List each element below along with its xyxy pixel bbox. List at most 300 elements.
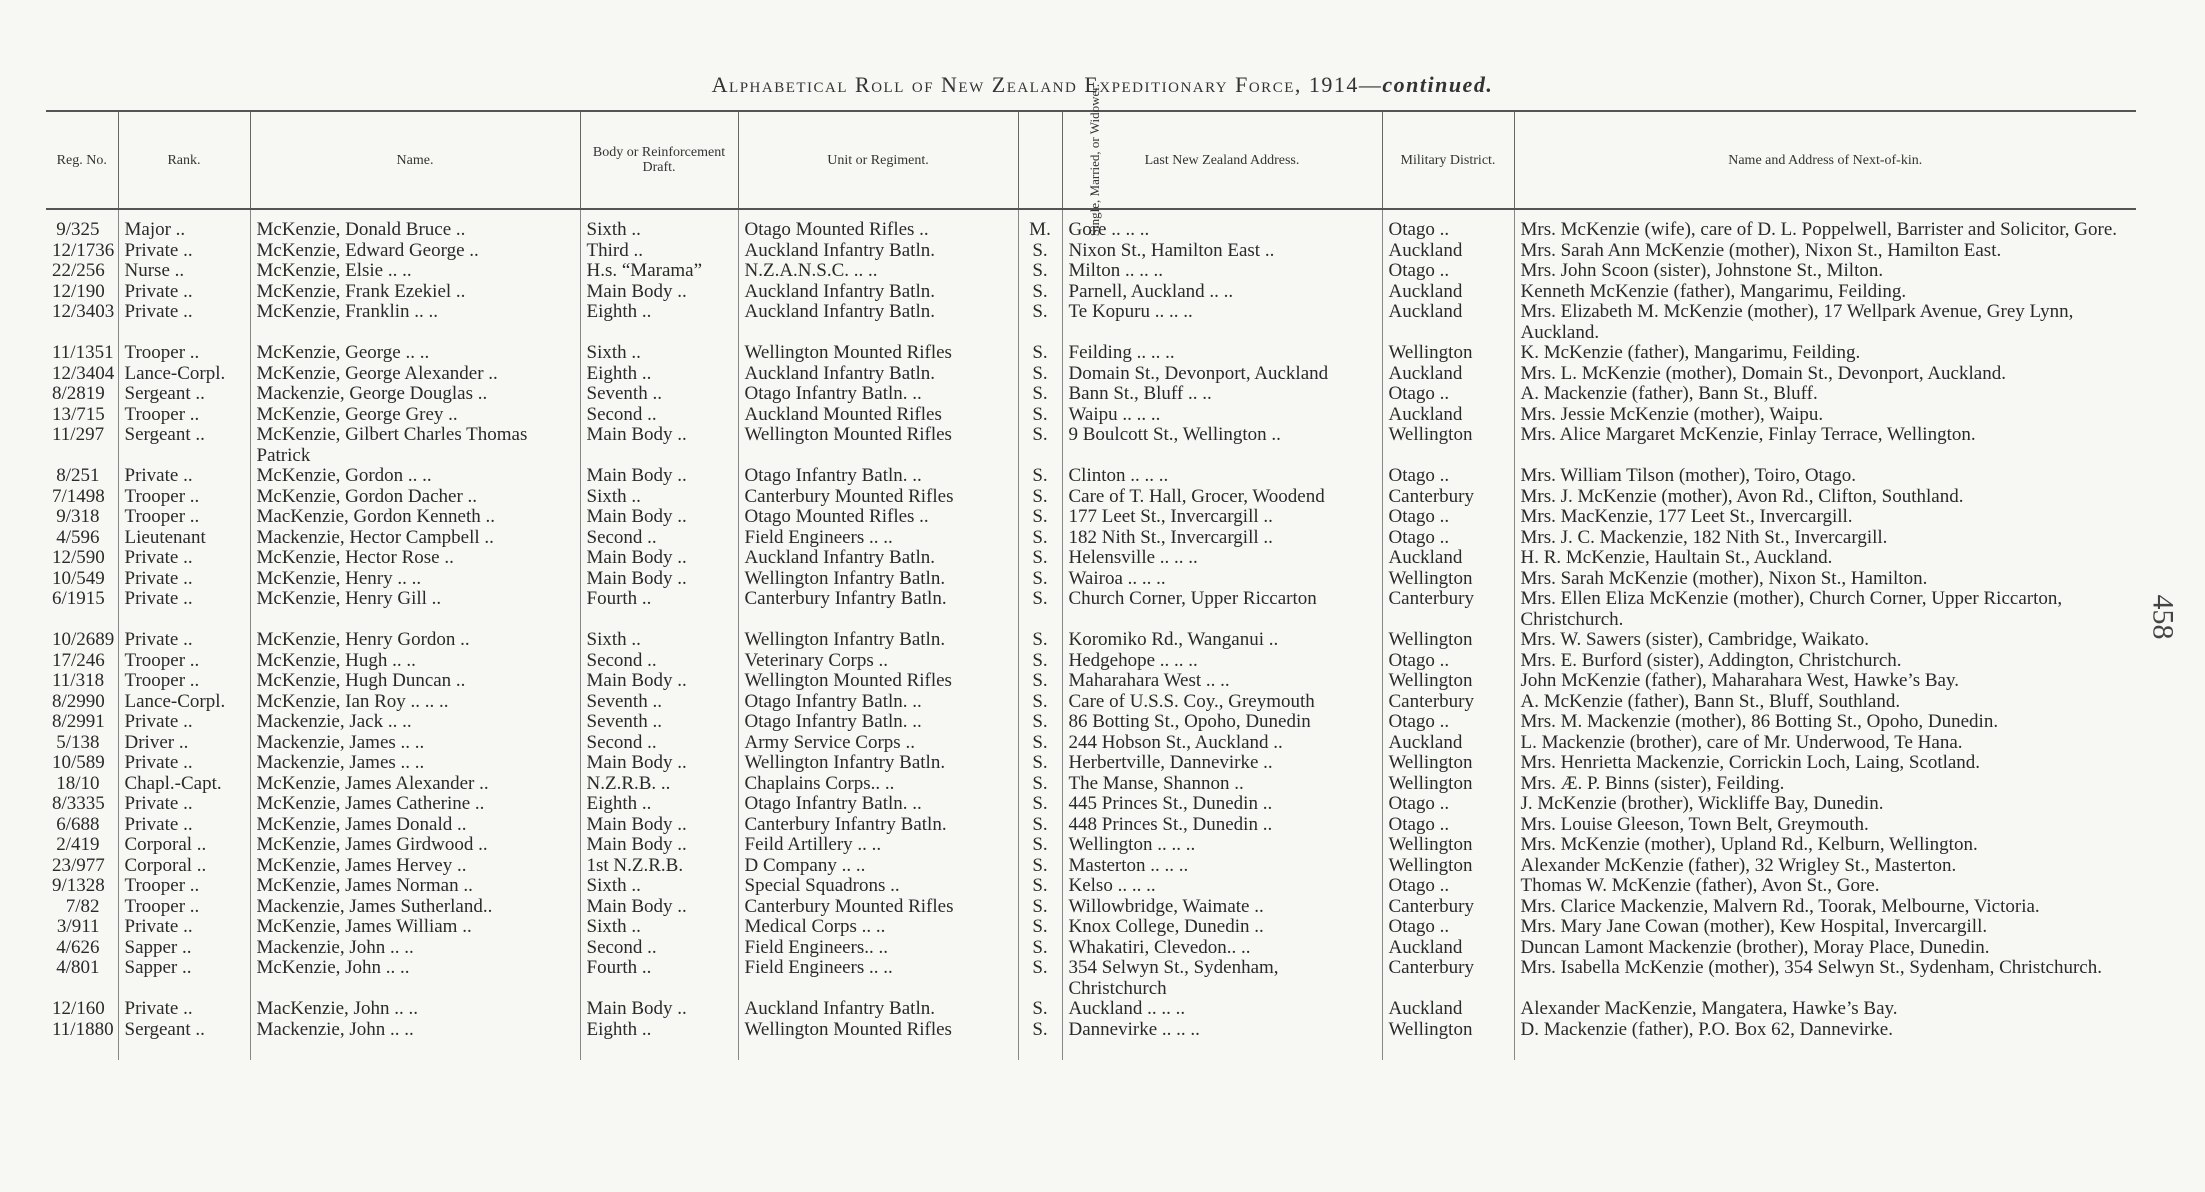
cell-name: McKenzie, John .. .. bbox=[250, 958, 580, 999]
cell-reg-no: 22/256 bbox=[52, 261, 105, 281]
cell-marital: S. bbox=[1018, 938, 1062, 959]
cell-unit: Wellington Mounted Rifles bbox=[738, 343, 1018, 364]
cell-marital: S. bbox=[1018, 282, 1062, 303]
cell-address: Domain St., Devonport, Auckland bbox=[1062, 364, 1382, 385]
cell-address: Care of T. Hall, Grocer, Woodend bbox=[1062, 487, 1382, 508]
cell-next-of-kin: Alexander McKenzie (father), 32 Wrigley St., Masterton. bbox=[1514, 856, 2136, 877]
cell-rank: Trooper .. bbox=[118, 507, 250, 528]
cell-next-of-kin: Mrs. Isabella McKenzie (mother), 354 Selwyn St., Sydenham, Christchurch. bbox=[1514, 958, 2136, 999]
cell-next-of-kin: Mrs. Clarice Mackenzie, Malvern Rd., Toorak, Melbourne, Victoria. bbox=[1514, 897, 2136, 918]
cell-address: 182 Nith St., Invercargill .. bbox=[1062, 528, 1382, 549]
cell-body-draft: Fourth .. bbox=[580, 958, 738, 999]
cell-rank: Driver .. bbox=[118, 733, 250, 754]
cell-district: Otago .. bbox=[1382, 507, 1514, 528]
cell-next-of-kin: Mrs. William Tilson (mother), Toiro, Otago. bbox=[1514, 466, 2136, 487]
cell-body-draft: Main Body .. bbox=[580, 466, 738, 487]
cell-district: Wellington bbox=[1382, 425, 1514, 466]
cell-reg-no: 4/596 bbox=[56, 527, 100, 548]
cell-district: Wellington bbox=[1382, 343, 1514, 364]
cell-name: MacKenzie, John .. .. bbox=[250, 999, 580, 1020]
cell-rank: Private .. bbox=[118, 753, 250, 774]
cell-next-of-kin: Duncan Lamont Mackenzie (brother), Moray Place, Dunedin. bbox=[1514, 938, 2136, 959]
roll-body bbox=[46, 209, 2136, 1060]
cell-district: Wellington bbox=[1382, 569, 1514, 590]
cell-rank: Nurse .. bbox=[118, 261, 250, 282]
header-reg: Reg. No. bbox=[46, 111, 118, 209]
page-title bbox=[0, 72, 2205, 98]
cell-district: Auckland bbox=[1382, 364, 1514, 385]
cell-marital: S. bbox=[1018, 856, 1062, 877]
cell-body-draft: Second .. bbox=[580, 733, 738, 754]
cell-body-draft: Sixth .. bbox=[580, 487, 738, 508]
cell-name: Mackenzie, John .. .. bbox=[250, 1020, 580, 1061]
table-row bbox=[46, 917, 2136, 938]
cell-unit: Wellington Infantry Batln. bbox=[738, 753, 1018, 774]
cell-reg-no: 9/318 bbox=[56, 507, 100, 527]
cell-address: Hedgehope .. .. .. bbox=[1062, 651, 1382, 672]
cell-reg-no: 11/1351 bbox=[52, 343, 114, 363]
cell-marital: S. bbox=[1018, 384, 1062, 405]
cell-district: Otago .. bbox=[1382, 917, 1514, 938]
cell-next-of-kin: Mrs. Sarah McKenzie (mother), Nixon St., Hamilton. bbox=[1514, 569, 2136, 590]
cell-next-of-kin: Mrs. Mary Jane Cowan (mother), Kew Hospital, Invercargill. bbox=[1514, 917, 2136, 938]
cell-next-of-kin: K. McKenzie (father), Mangarimu, Feilding. bbox=[1514, 343, 2136, 364]
cell-name: McKenzie, Gordon Dacher .. bbox=[250, 487, 580, 508]
cell-district: Canterbury bbox=[1382, 958, 1514, 999]
cell-address: Parnell, Auckland .. .. bbox=[1062, 282, 1382, 303]
cell-body-draft: Eighth .. bbox=[580, 302, 738, 343]
cell-reg-no: 9/325 bbox=[56, 219, 100, 240]
cell-reg-no: 12/160 bbox=[52, 999, 105, 1019]
cell-name: Mackenzie, George Douglas .. bbox=[250, 384, 580, 405]
table-row bbox=[46, 876, 2136, 897]
cell-next-of-kin: Mrs. J. C. Mackenzie, 182 Nith St., Invercargill. bbox=[1514, 528, 2136, 549]
cell-unit: Otago Infantry Batln. .. bbox=[738, 712, 1018, 733]
cell-unit: Canterbury Infantry Batln. bbox=[738, 589, 1018, 630]
table-row bbox=[46, 692, 2136, 713]
cell-body-draft: Main Body .. bbox=[580, 569, 738, 590]
table-row bbox=[46, 261, 2136, 282]
cell-unit: Feild Artillery .. .. bbox=[738, 835, 1018, 856]
cell-rank: Sergeant .. bbox=[118, 1020, 250, 1061]
cell-marital: S. bbox=[1018, 405, 1062, 426]
cell-rank: Trooper .. bbox=[118, 343, 250, 364]
table-row bbox=[46, 630, 2136, 651]
table-row bbox=[46, 671, 2136, 692]
cell-district: Otago .. bbox=[1382, 466, 1514, 487]
cell-marital: S. bbox=[1018, 917, 1062, 938]
cell-reg-no: 3/911 bbox=[56, 917, 100, 937]
cell-next-of-kin: A. Mackenzie (father), Bann St., Bluff. bbox=[1514, 384, 2136, 405]
cell-address: Dannevirke .. .. .. bbox=[1062, 1020, 1382, 1061]
header-address: Last New Zealand Address. bbox=[1062, 111, 1382, 209]
cell-next-of-kin: Mrs. McKenzie (wife), care of D. L. Poppelwell, Barrister and Solicitor, Gore. bbox=[1514, 209, 2136, 241]
cell-body-draft: Sixth .. bbox=[580, 630, 738, 651]
cell-body-draft: Sixth .. bbox=[580, 876, 738, 897]
cell-rank: Private .. bbox=[118, 917, 250, 938]
table-row bbox=[46, 548, 2136, 569]
cell-name: Mackenzie, Hector Campbell .. bbox=[250, 528, 580, 549]
cell-district: Otago .. bbox=[1382, 712, 1514, 733]
cell-rank: Private .. bbox=[118, 569, 250, 590]
cell-unit: Otago Infantry Batln. .. bbox=[738, 466, 1018, 487]
cell-unit: Auckland Infantry Batln. bbox=[738, 999, 1018, 1020]
cell-district: Canterbury bbox=[1382, 487, 1514, 508]
cell-name: Mackenzie, James .. .. bbox=[250, 733, 580, 754]
cell-unit: Canterbury Infantry Batln. bbox=[738, 815, 1018, 836]
cell-unit: Auckland Infantry Batln. bbox=[738, 364, 1018, 385]
cell-body-draft: Seventh .. bbox=[580, 384, 738, 405]
cell-marital: S. bbox=[1018, 1020, 1062, 1061]
cell-name: McKenzie, Hugh .. .. bbox=[250, 651, 580, 672]
cell-district: Canterbury bbox=[1382, 897, 1514, 918]
cell-district: Auckland bbox=[1382, 548, 1514, 569]
cell-address: Gore .. .. .. bbox=[1062, 209, 1382, 241]
cell-body-draft: Main Body .. bbox=[580, 425, 738, 466]
cell-address: Bann St., Bluff .. .. bbox=[1062, 384, 1382, 405]
cell-unit: Canterbury Mounted Rifles bbox=[738, 487, 1018, 508]
cell-district: Otago .. bbox=[1382, 528, 1514, 549]
cell-reg-no: 8/2990 bbox=[52, 691, 105, 712]
cell-next-of-kin: Mrs. Henrietta Mackenzie, Corrickin Loch, Laing, Scotland. bbox=[1514, 753, 2136, 774]
cell-reg-no: 12/3404 bbox=[52, 363, 115, 384]
cell-next-of-kin: Mrs. M. Mackenzie (mother), 86 Botting St., Opoho, Dunedin. bbox=[1514, 712, 2136, 733]
cell-address: Care of U.S.S. Coy., Greymouth bbox=[1062, 692, 1382, 713]
cell-rank: Sapper .. bbox=[118, 938, 250, 959]
cell-reg-no: 8/251 bbox=[56, 466, 100, 486]
cell-marital: S. bbox=[1018, 712, 1062, 733]
cell-name: McKenzie, George .. .. bbox=[250, 343, 580, 364]
table-row bbox=[46, 364, 2136, 385]
table-row bbox=[46, 835, 2136, 856]
table-row bbox=[46, 815, 2136, 836]
cell-marital: S. bbox=[1018, 630, 1062, 651]
table-row bbox=[46, 856, 2136, 877]
cell-unit: Field Engineers .. .. bbox=[738, 958, 1018, 999]
cell-address: The Manse, Shannon .. bbox=[1062, 774, 1382, 795]
cell-district: Otago .. bbox=[1382, 651, 1514, 672]
cell-address: Whakatiri, Clevedon.. .. bbox=[1062, 938, 1382, 959]
cell-rank: Private .. bbox=[118, 794, 250, 815]
cell-unit: Auckland Infantry Batln. bbox=[738, 241, 1018, 262]
cell-marital: S. bbox=[1018, 794, 1062, 815]
cell-reg-no: 8/2991 bbox=[52, 712, 105, 732]
cell-address: Nixon St., Hamilton East .. bbox=[1062, 241, 1382, 262]
cell-name: MacKenzie, Gordon Kenneth .. bbox=[250, 507, 580, 528]
cell-body-draft: Eighth .. bbox=[580, 794, 738, 815]
cell-address: Willowbridge, Waimate .. bbox=[1062, 897, 1382, 918]
table-row bbox=[46, 774, 2136, 795]
cell-reg-no: 6/688 bbox=[56, 814, 100, 835]
cell-body-draft: Sixth .. bbox=[580, 209, 738, 241]
cell-district: Otago .. bbox=[1382, 209, 1514, 241]
cell-unit: Wellington Infantry Batln. bbox=[738, 569, 1018, 590]
cell-next-of-kin: Mrs. Jessie McKenzie (mother), Waipu. bbox=[1514, 405, 2136, 426]
cell-marital: S. bbox=[1018, 507, 1062, 528]
cell-district: Wellington bbox=[1382, 774, 1514, 795]
cell-next-of-kin: Mrs. W. Sawers (sister), Cambridge, Waikato. bbox=[1514, 630, 2136, 651]
cell-district: Otago .. bbox=[1382, 261, 1514, 282]
cell-marital: S. bbox=[1018, 261, 1062, 282]
cell-body-draft: Second .. bbox=[580, 651, 738, 672]
cell-address: Clinton .. .. .. bbox=[1062, 466, 1382, 487]
cell-name: McKenzie, James Norman .. bbox=[250, 876, 580, 897]
cell-next-of-kin: J. McKenzie (brother), Wickliffe Bay, Dunedin. bbox=[1514, 794, 2136, 815]
cell-next-of-kin: Mrs. Louise Gleeson, Town Belt, Greymouth. bbox=[1514, 815, 2136, 836]
cell-rank: Corporal .. bbox=[118, 835, 250, 856]
cell-rank: Major .. bbox=[118, 209, 250, 241]
cell-name: McKenzie, Frank Ezekiel .. bbox=[250, 282, 580, 303]
cell-marital: S. bbox=[1018, 815, 1062, 836]
cell-body-draft: Third .. bbox=[580, 241, 738, 262]
cell-unit: N.Z.A.N.S.C. .. .. bbox=[738, 261, 1018, 282]
table-row bbox=[46, 712, 2136, 733]
page-number: 458 bbox=[2146, 594, 2180, 640]
table-row bbox=[46, 528, 2136, 549]
cell-address: Herbertville, Dannevirke .. bbox=[1062, 753, 1382, 774]
cell-reg-no: 10/2689 bbox=[52, 630, 115, 650]
cell-rank: Trooper .. bbox=[118, 487, 250, 508]
cell-name: Mackenzie, John .. .. bbox=[250, 938, 580, 959]
cell-marital: S. bbox=[1018, 651, 1062, 672]
cell-marital: S. bbox=[1018, 302, 1062, 343]
cell-next-of-kin: Mrs. J. McKenzie (mother), Avon Rd., Clifton, Southland. bbox=[1514, 487, 2136, 508]
cell-body-draft: Main Body .. bbox=[580, 671, 738, 692]
cell-next-of-kin: Mrs. L. McKenzie (mother), Domain St., Devonport, Auckland. bbox=[1514, 364, 2136, 385]
cell-unit: Otago Infantry Batln. .. bbox=[738, 692, 1018, 713]
cell-marital: S. bbox=[1018, 364, 1062, 385]
cell-address: 177 Leet St., Invercargill .. bbox=[1062, 507, 1382, 528]
cell-next-of-kin: Alexander MacKenzie, Mangatera, Hawke’s Bay. bbox=[1514, 999, 2136, 1020]
header-district: Military District. bbox=[1382, 111, 1514, 209]
table-row bbox=[46, 569, 2136, 590]
cell-rank: Private .. bbox=[118, 466, 250, 487]
cell-body-draft: Second .. bbox=[580, 938, 738, 959]
cell-rank: Private .. bbox=[118, 712, 250, 733]
cell-unit: Auckland Mounted Rifles bbox=[738, 405, 1018, 426]
cell-district: Wellington bbox=[1382, 753, 1514, 774]
cell-name: McKenzie, Gordon .. .. bbox=[250, 466, 580, 487]
cell-district: Otago .. bbox=[1382, 815, 1514, 836]
cell-body-draft: Eighth .. bbox=[580, 364, 738, 385]
cell-district: Wellington bbox=[1382, 856, 1514, 877]
cell-name: McKenzie, Edward George .. bbox=[250, 241, 580, 262]
cell-district: Otago .. bbox=[1382, 384, 1514, 405]
cell-body-draft: Main Body .. bbox=[580, 999, 738, 1020]
cell-district: Auckland bbox=[1382, 405, 1514, 426]
cell-body-draft: Sixth .. bbox=[580, 917, 738, 938]
cell-unit: Otago Mounted Rifles .. bbox=[738, 209, 1018, 241]
cell-reg-no: 23/977 bbox=[52, 855, 105, 876]
cell-address: Maharahara West .. .. bbox=[1062, 671, 1382, 692]
cell-marital: S. bbox=[1018, 241, 1062, 262]
cell-marital: S. bbox=[1018, 487, 1062, 508]
table-row bbox=[46, 405, 2136, 426]
cell-next-of-kin: D. Mackenzie (father), P.O. Box 62, Dannevirke. bbox=[1514, 1020, 2136, 1061]
cell-body-draft: Fourth .. bbox=[580, 589, 738, 630]
cell-name: Mackenzie, Jack .. .. bbox=[250, 712, 580, 733]
cell-unit: Chaplains Corps.. .. bbox=[738, 774, 1018, 795]
cell-unit: Otago Infantry Batln. .. bbox=[738, 384, 1018, 405]
cell-name: McKenzie, Henry .. .. bbox=[250, 569, 580, 590]
cell-next-of-kin: Mrs. McKenzie (mother), Upland Rd., Kelburn, Wellington. bbox=[1514, 835, 2136, 856]
cell-body-draft: Second .. bbox=[580, 528, 738, 549]
cell-rank: Lance-Corpl. bbox=[118, 364, 250, 385]
cell-next-of-kin: Mrs. Elizabeth M. McKenzie (mother), 17 Wellpark Avenue, Grey Lynn, Auckland. bbox=[1514, 302, 2136, 343]
cell-unit: Field Engineers.. .. bbox=[738, 938, 1018, 959]
cell-name: Mackenzie, James .. .. bbox=[250, 753, 580, 774]
cell-unit: D Company .. .. bbox=[738, 856, 1018, 877]
cell-reg-no: 11/318 bbox=[52, 671, 105, 691]
cell-reg-no: 11/1880 bbox=[52, 1019, 114, 1040]
cell-reg-no: 17/246 bbox=[52, 650, 105, 671]
cell-unit: Auckland Infantry Batln. bbox=[738, 548, 1018, 569]
cell-unit: Auckland Infantry Batln. bbox=[738, 282, 1018, 303]
cell-marital: S. bbox=[1018, 835, 1062, 856]
cell-name: McKenzie, James Hervey .. bbox=[250, 856, 580, 877]
cell-address: 244 Hobson St., Auckland .. bbox=[1062, 733, 1382, 754]
cell-reg-no: 8/3335 bbox=[52, 794, 105, 814]
cell-rank: Private .. bbox=[118, 630, 250, 651]
cell-reg-no: 18/10 bbox=[56, 773, 100, 794]
cell-rank: Private .. bbox=[118, 815, 250, 836]
cell-address: Helensville .. .. .. bbox=[1062, 548, 1382, 569]
cell-reg-no: 11/297 bbox=[52, 425, 105, 445]
cell-next-of-kin: Mrs. Ellen Eliza McKenzie (mother), Church Corner, Upper Riccarton, Christchurch. bbox=[1514, 589, 2136, 630]
cell-rank: Trooper .. bbox=[118, 651, 250, 672]
cell-name: McKenzie, Ian Roy .. .. .. bbox=[250, 692, 580, 713]
cell-name: McKenzie, George Grey .. bbox=[250, 405, 580, 426]
cell-body-draft: Main Body .. bbox=[580, 815, 738, 836]
cell-reg-no: 10/549 bbox=[52, 568, 105, 589]
cell-rank: Chapl.-Capt. bbox=[118, 774, 250, 795]
cell-rank: Sapper .. bbox=[118, 958, 250, 999]
cell-reg-no: 7/82 bbox=[65, 896, 100, 917]
table-row bbox=[46, 897, 2136, 918]
cell-unit: Wellington Mounted Rifles bbox=[738, 1020, 1018, 1061]
cell-reg-no: 7/1498 bbox=[52, 486, 105, 507]
cell-rank: Private .. bbox=[118, 548, 250, 569]
cell-next-of-kin: A. McKenzie (father), Bann St., Bluff, Southland. bbox=[1514, 692, 2136, 713]
table-row bbox=[46, 466, 2136, 487]
cell-address: Te Kopuru .. .. .. bbox=[1062, 302, 1382, 343]
cell-name: McKenzie, James Donald .. bbox=[250, 815, 580, 836]
cell-district: Wellington bbox=[1382, 835, 1514, 856]
cell-marital: S. bbox=[1018, 589, 1062, 630]
cell-district: Wellington bbox=[1382, 1020, 1514, 1061]
cell-next-of-kin: L. Mackenzie (brother), care of Mr. Underwood, Te Hana. bbox=[1514, 733, 2136, 754]
cell-unit: Special Squadrons .. bbox=[738, 876, 1018, 897]
cell-marital: S. bbox=[1018, 999, 1062, 1020]
cell-unit: Wellington Mounted Rifles bbox=[738, 671, 1018, 692]
table-row bbox=[46, 753, 2136, 774]
cell-name: McKenzie, Hector Rose .. bbox=[250, 548, 580, 569]
cell-body-draft: H.s. “Marama” bbox=[580, 261, 738, 282]
cell-unit: Wellington Infantry Batln. bbox=[738, 630, 1018, 651]
cell-unit: Field Engineers .. .. bbox=[738, 528, 1018, 549]
cell-district: Auckland bbox=[1382, 999, 1514, 1020]
table-row bbox=[46, 589, 2136, 630]
cell-next-of-kin: Thomas W. McKenzie (father), Avon St., Gore. bbox=[1514, 876, 2136, 897]
cell-rank: Private .. bbox=[118, 241, 250, 262]
cell-marital: S. bbox=[1018, 569, 1062, 590]
cell-district: Otago .. bbox=[1382, 794, 1514, 815]
cell-rank: Trooper .. bbox=[118, 671, 250, 692]
cell-marital: S. bbox=[1018, 343, 1062, 364]
cell-body-draft: Main Body .. bbox=[580, 507, 738, 528]
cell-reg-no: 8/2819 bbox=[52, 384, 105, 404]
cell-address: Church Corner, Upper Riccarton bbox=[1062, 589, 1382, 630]
cell-address: Feilding .. .. .. bbox=[1062, 343, 1382, 364]
cell-name: McKenzie, James Girdwood .. bbox=[250, 835, 580, 856]
cell-unit: Wellington Mounted Rifles bbox=[738, 425, 1018, 466]
cell-rank: Trooper .. bbox=[118, 405, 250, 426]
cell-rank: Lance-Corpl. bbox=[118, 692, 250, 713]
cell-body-draft: N.Z.R.B. .. bbox=[580, 774, 738, 795]
cell-body-draft: Sixth .. bbox=[580, 343, 738, 364]
table-row bbox=[46, 938, 2136, 959]
header-name: Name. bbox=[250, 111, 580, 209]
cell-reg-no: 6/1915 bbox=[52, 589, 105, 609]
cell-body-draft: Main Body .. bbox=[580, 282, 738, 303]
header-row bbox=[46, 111, 2136, 209]
cell-address: Kelso .. .. .. bbox=[1062, 876, 1382, 897]
cell-marital: M. bbox=[1018, 209, 1062, 241]
cell-reg-no: 4/801 bbox=[56, 958, 100, 978]
cell-body-draft: Second .. bbox=[580, 405, 738, 426]
cell-district: Wellington bbox=[1382, 630, 1514, 651]
table-row bbox=[46, 241, 2136, 262]
cell-reg-no: 12/190 bbox=[52, 281, 105, 302]
table-row bbox=[46, 958, 2136, 999]
cell-address: 86 Botting St., Opoho, Dunedin bbox=[1062, 712, 1382, 733]
cell-address: Knox College, Dunedin .. bbox=[1062, 917, 1382, 938]
cell-body-draft: Seventh .. bbox=[580, 712, 738, 733]
cell-next-of-kin: Mrs. Sarah Ann McKenzie (mother), Nixon St., Hamilton East. bbox=[1514, 241, 2136, 262]
cell-next-of-kin: John McKenzie (father), Maharahara West, Hawke’s Bay. bbox=[1514, 671, 2136, 692]
table-row bbox=[46, 487, 2136, 508]
cell-unit: Otago Infantry Batln. .. bbox=[738, 794, 1018, 815]
cell-body-draft: Main Body .. bbox=[580, 897, 738, 918]
cell-reg-no: 12/1736 bbox=[52, 240, 115, 261]
table-row bbox=[46, 794, 2136, 815]
table-row bbox=[46, 384, 2136, 405]
cell-next-of-kin: Mrs. Æ. P. Binns (sister), Feilding. bbox=[1514, 774, 2136, 795]
cell-reg-no: 12/590 bbox=[52, 548, 105, 568]
cell-name: McKenzie, Elsie .. .. bbox=[250, 261, 580, 282]
cell-rank: Trooper .. bbox=[118, 876, 250, 897]
cell-unit: Auckland Infantry Batln. bbox=[738, 302, 1018, 343]
table-row bbox=[46, 651, 2136, 672]
table-row bbox=[46, 733, 2136, 754]
table-row bbox=[46, 425, 2136, 466]
cell-rank: Private .. bbox=[118, 999, 250, 1020]
cell-next-of-kin: H. R. McKenzie, Haultain St., Auckland. bbox=[1514, 548, 2136, 569]
cell-name: Mackenzie, James Sutherland.. bbox=[250, 897, 580, 918]
cell-reg-no: 12/3403 bbox=[52, 302, 115, 322]
cell-name: McKenzie, James Catherine .. bbox=[250, 794, 580, 815]
cell-address: Auckland .. .. .. bbox=[1062, 999, 1382, 1020]
cell-unit: Canterbury Mounted Rifles bbox=[738, 897, 1018, 918]
cell-marital: S. bbox=[1018, 753, 1062, 774]
cell-marital: S. bbox=[1018, 897, 1062, 918]
cell-marital: S. bbox=[1018, 774, 1062, 795]
cell-marital: S. bbox=[1018, 548, 1062, 569]
cell-unit: Veterinary Corps .. bbox=[738, 651, 1018, 672]
cell-district: Auckland bbox=[1382, 938, 1514, 959]
cell-address: Masterton .. .. .. bbox=[1062, 856, 1382, 877]
cell-marital: S. bbox=[1018, 876, 1062, 897]
